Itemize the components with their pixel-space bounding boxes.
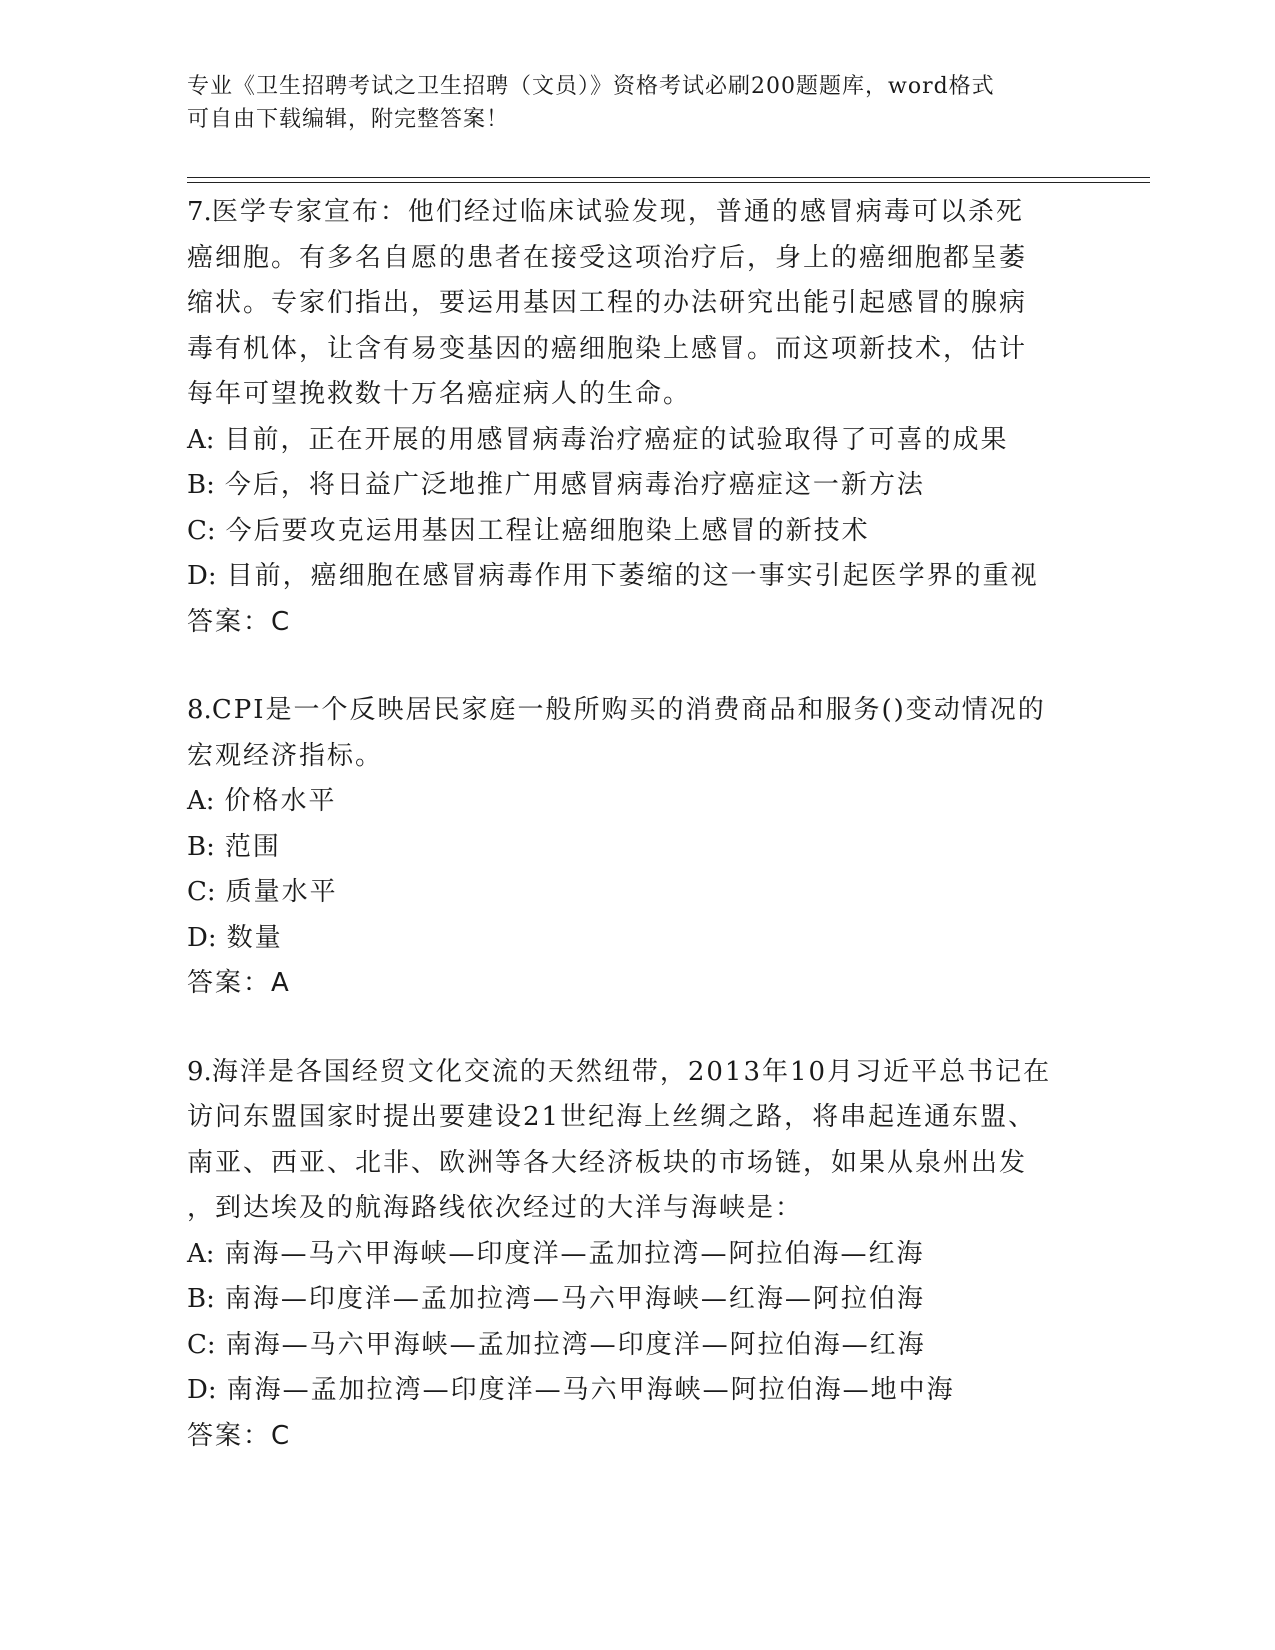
option-key: A: [187, 424, 215, 455]
option-text: 南海—孟加拉湾—印度洋—马六甲海峡—阿拉伯海—地中海 [226, 1375, 955, 1405]
answer-line [187, 961, 1087, 1007]
question-stem-line: 毒有机体，让含有易变基因的癌细胞染上感冒。而这项新技术，估计 [187, 333, 1028, 364]
answer-label: 答案： [187, 1420, 272, 1451]
question-stem-line: 缩状。专家们指出，要运用基因工程的办法研究出能引起感冒的腺病 [187, 288, 1028, 318]
option-text: 质量水平 [225, 877, 338, 907]
question-9 [187, 1050, 1087, 1460]
answer-label: 答案： [187, 968, 272, 998]
option-key: D: [187, 1375, 217, 1405]
option-key: D: [187, 561, 217, 591]
question-stem-line: 访问东盟国家时提出要建设21世纪海上丝绸之路，将串起连通东盟、 [187, 1102, 1037, 1132]
question-stem-line: 宏观经济指标。 [187, 740, 384, 771]
header-line-2: 可自由下载编辑，附完整答案！ [187, 107, 510, 132]
option-d [187, 554, 1087, 600]
question-number: 7. [187, 197, 212, 227]
question-7 [187, 190, 1087, 645]
answer-line [187, 600, 1087, 646]
option-b [187, 1277, 1087, 1323]
option-c [187, 1323, 1087, 1369]
option-key: B: [187, 470, 215, 500]
question-stem-line: 8.CPI是一个反映居民家庭一般所购买的消费商品和服务()变动情况的 [187, 695, 1046, 725]
question-stem-line: 9.海洋是各国经贸文化交流的天然纽带，2013年10月习近平总书记在 [187, 1056, 1052, 1087]
option-text: 价格水平 [224, 786, 337, 816]
option-key: B: [187, 1284, 215, 1314]
option-key: C: [187, 1329, 216, 1360]
option-text: 今后要攻克运用基因工程让癌细胞染上感冒的新技术 [225, 515, 870, 546]
question-8 [187, 688, 1087, 1007]
option-d [187, 1368, 1087, 1414]
question-list [187, 190, 1087, 1502]
question-stem-line: 南亚、西亚、北非、欧洲等各大经济板块的市场链，如果从泉州出发 [187, 1147, 1028, 1178]
header-rule-bottom [187, 182, 1150, 183]
option-b [187, 463, 1087, 509]
option-key: C: [187, 877, 216, 907]
option-key: B: [187, 831, 215, 862]
question-number: 8. [187, 695, 212, 725]
option-d [187, 916, 1087, 962]
option-a [187, 418, 1087, 464]
option-text: 范围 [224, 831, 281, 862]
answer-label: 答案： [187, 606, 272, 637]
option-key: D: [187, 922, 217, 953]
option-key: A: [187, 786, 215, 816]
option-text: 南海—印度洋—孟加拉湾—马六甲海峡—红海—阿拉伯海 [224, 1284, 925, 1314]
option-text: 南海—马六甲海峡—印度洋—孟加拉湾—阿拉伯海—红海 [224, 1238, 925, 1269]
option-text: 数量 [226, 922, 283, 953]
option-c [187, 870, 1087, 916]
header-line-1: 专业《卫生招聘考试之卫生招聘（文员）》资格考试必刷200题题库，word格式 [187, 74, 995, 99]
option-key: A: [187, 1238, 215, 1269]
option-text: 目前，正在开展的用感冒病毒治疗癌症的试验取得了可喜的成果 [224, 424, 1009, 455]
option-c [187, 509, 1087, 555]
option-b [187, 825, 1087, 871]
answer-value: C [271, 606, 290, 637]
option-a [187, 1232, 1087, 1278]
option-key: C: [187, 515, 216, 546]
question-stem-line: 7.医学专家宣布：他们经过临床试验发现，普通的感冒病毒可以杀死 [187, 197, 1024, 227]
option-text: 今后，将日益广泛地推广用感冒病毒治疗癌症这一新方法 [224, 470, 925, 500]
question-stem-line: 癌细胞。有多名自愿的患者在接受这项治疗后，身上的癌细胞都呈萎 [187, 242, 1028, 273]
question-stem-line: ，到达埃及的航海路线依次经过的大洋与海峡是： [187, 1193, 804, 1223]
question-stem-line: 每年可望挽救数十万名癌症病人的生命。 [187, 379, 692, 409]
answer-value: A [271, 968, 289, 998]
option-text: 目前，癌细胞在感冒病毒作用下萎缩的这一事实引起医学界的重视 [226, 561, 1039, 591]
document-header [187, 70, 1087, 136]
header-rule-top [187, 177, 1150, 178]
option-text: 南海—马六甲海峡—孟加拉湾—印度洋—阿拉伯海—红海 [225, 1329, 926, 1360]
option-a [187, 779, 1087, 825]
answer-line [187, 1414, 1087, 1460]
answer-value: C [271, 1420, 290, 1451]
question-number: 9. [187, 1056, 212, 1087]
